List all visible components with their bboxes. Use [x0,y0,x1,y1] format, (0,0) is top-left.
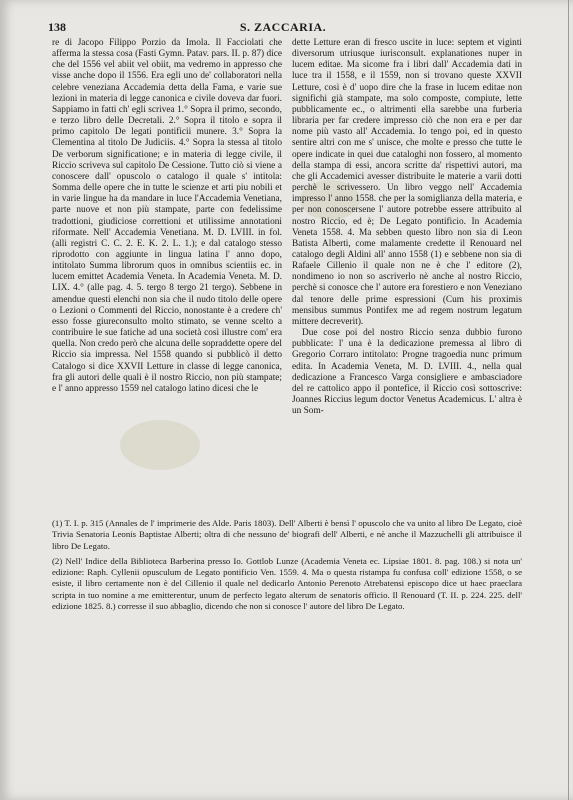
footnote-2-text: Nell' Indice della Biblioteca Barberina presso Io. Gottlob Lunze (Academia Veneta ec. Lipsiae 1801. 8. pag. 108.) si nota un' edizione: Raph. Cyllenii opusculum de Legato pontificio Ven. 1559. 4. Ma o questa ristampa fu confusa coll' edizione 1558, o se esiste, il libro certamente non è del Cillenio il quale nel dedicarlo Antonio Perenoto Atrebatensi episcopo dice ut haec praeclara scripta in tuo nomine a me emitterentur, unum de perfecto legato alterum de senatoris officio. Il Renouard (T. II. p. 224. 225. dell' edizione 1825. 8.) corresse il suo abbaglio, dicendo che non si conosce l' autore del libro De Legato. [52,555,523,612]
footnote-1-text: T. I. p. 315 (Annales de l' imprimerie des Alde. Paris 1803). Dell' Alberti è bensì l' opuscolo che va unito al libro De Legato, cioè Trivia Senatoria Leonis Baptistae Alberti; oltra di che nessuno de' biografi dell' Alberti, e nè anche il Mazzuchelli gli attribuisce il libro De Legato. [52,518,522,551]
right-column [292,38,522,417]
footnote-2 [52,556,522,612]
left-column-text: re di Jacopo Filippo Porzio da Imola. Il Facciolati che afferma la stessa cosa (Fasti Gymn. Patav. pars. II. p. 87) dice che del 1556 vel abiit vel obiit, ma vedremo in appresso che visse anche dopo il 1556. Era egli uno de' collaboratori nella celebre veneziana Accademia detta della Fama, e varie sue lezioni in materia di legge canonica e civile doveva dar fuori. Sappiamo in fatti ch' egli scrivea 1.° Sopra il primo, secondo, e terzo libro delle Decretali. 2.° Sopra il titolo e sopra il primo capitolo De legati pontificii munere. 3.° Sopra la Clementina al titolo De Judiciis. 4.° Sopra la stessa al titolo De verborum significatione; e in materia di legge civile, il Riccio scriveva sul capitolo De Cessione. Tutto ciò si viene a conoscere dall' opuscolo o catalogo il quale s' intitola: Somma delle opere che in tutte le scienze et arti piu nobili et in varie lingue ha da mandare in luce l'Accademia Venetiana, parte nuove et non più stampate, parte con fedelissime tradottioni, giudiciose correttioni et utilissime annotationi riformate. Nell' Accademia Venetiana. M. D. LVIII. in fol. (alli registri C. C. 2. E. K. 2. L. 1.); e dal catalogo stesso riprodotto con aggiunte in lingua latina l' anno dopo, intitolato Summa librorum quos in omnibus scientiis ec. in lucem emittet Academia Veneta. In Academia Veneta. M. D. LIX. 4.° (alle pag. 4. 5. tergo 8 tergo 21 tergo). Sebbene in amendue questi elenchi non sia che il nudo titolo delle opere o Lezioni o Commenti del Riccio, nonostante è a credere ch' esso fosse giureconsulto molto stimato, se venne scelto a contribuire le sue fatiche ad una società così illustre com' era quella. Non credo però che alcuna delle sopraddette opere del Riccio sia impressa. Nel 1558 quando si pubblicò il detto Catalogo si dice XXVII Letture in classe di legge canonica, fra gli autori delle quali è il nostro Riccio, non più stampate; e l' anno appresso 1559 nel catalogo latino dicesi che le [52,38,282,394]
page-number: 138 [48,20,66,34]
footnote-2-mark: (2) [52,555,63,566]
paper-stain [120,420,200,470]
right-column-paragraph-2: Due cose poi del nostro Riccio senza dubbio furono pubblicate: l' una è la dedicazione premessa al libro di Gregorio Corraro intitolato: Progne tragoedia nunc primum edita. In Academia Veneta, M. D. LVIII. 4., nella qual dedicazione a Francesco Varga consigliere e ambasciadore del re cattolico appo il pontefice, il Riccio così sottoscrive: Joannes Riccius legum doctor Venetus Academicus. L' altra è un Som- [292,328,522,417]
running-title: S. ZACCARIA. [239,20,327,34]
left-column [52,38,282,395]
footnotes [52,518,522,616]
footnote-1 [52,518,522,552]
running-header [48,20,518,36]
right-column-paragraph-1: dette Letture eran di fresco uscite in luce: septem et viginti diversorum utriusque iurisconsult. explanationes nuper in lucem editae. Ma sicome fra i libri dall' Accademia dati in luce tra il 1558, e il 1559, non si trovano queste XXVII Letture, così è d' uopo dire che la frase in lucem editae non significhi già stampate, ma solo composte, compiute, lette pubblicamente ec., o altrimenti ella sarebbe una furberia libraria per far credere impresso ciò che non era e per dar nome più vasto all' Accademia. Io tengo poi, ed in questo sentire altri con me s' unisce, che molte e presso che tutte le opere indicate in quei due cataloghi non fossero, al momento della stampa di essi, ancora scritte da' rispettivi autori, ma che gli Accademici avesser distribuite le materie a varii dotti perchè le scrivessero. Un libro veggo nell' Accademia impresso l' anno 1558. che per la somiglianza della materia, e per non conoscersene l' autore potrebbe essere attribuito al nostro Riccio, ed è; De Legato pontificio. In Academia Veneta 1558. 4. Ma sebben questo libro non sia di Leon Batista Alberti, come malamente credette il Renouard nel catalogo degli Aldini all' anno 1558 (1) e sebbene non sia di Rafaele Cillenio il quale non ne è che l' editore (2), nondimeno io non so ascriverlo nè anche al nostro Riccio, perchè si conosce che l' autore era forestiero e non Veneziano dal tenore delle prime espressioni (Cum his proximis mensibus summus Pontifex me ad regem nostrum legatum mittere decreverit). [292,38,522,327]
footnote-1-mark: (1) [52,518,63,528]
page-edge [568,0,569,800]
